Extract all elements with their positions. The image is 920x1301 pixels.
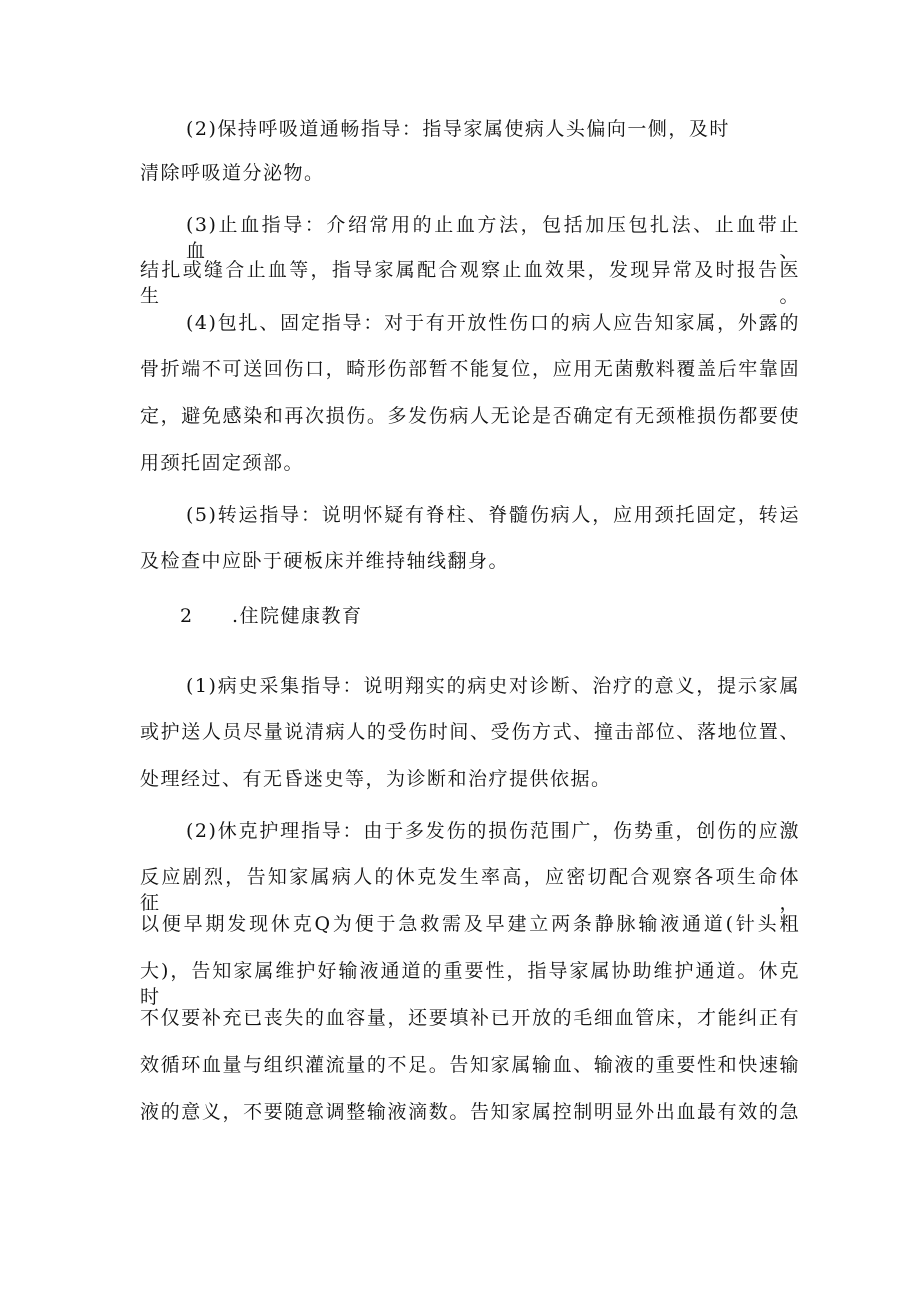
paragraph-line: 用颈托固定颈部。 [140,452,305,474]
paragraph-line: (4)包扎、固定指导：对于有开放性伤口的病人应告知家属，外露的 [186,312,800,334]
section-title: .住院健康教育 [232,605,363,627]
section-number: 2 [180,605,193,627]
paragraph-line: 大)，告知家属维护好输液通道的重要性，指导家属协助维护通道。休克时 [140,960,800,1008]
paragraph-line: 定，避免感染和再次损伤。多发伤病人无论是否确定有无颈椎损伤都要使 [140,405,800,427]
paragraph-line: 或护送人员尽量说清病人的受伤时间、受伤方式、撞击部位、落地位置、 [140,721,800,743]
paragraph-line: 骨折端不可送回伤口，畸形伤部暂不能复位，应用无菌敷料覆盖后牢靠固 [140,358,800,380]
paragraph-line: (3)止血指导：介绍常用的止血方法，包括加压包扎法、止血带止血、 [186,214,800,262]
paragraph-line: 液的意义，不要随意调整输液滴数。告知家属控制明显外出血最有效的急 [140,1101,800,1123]
paragraph-line: 效循环血量与组织灌流量的不足。告知家属输血、输液的重要性和快速输 [140,1054,800,1076]
paragraph-line: (5)转运指导：说明怀疑有脊柱、脊髓伤病人，应用颈托固定，转运 [186,504,800,526]
paragraph-line: (2)保持呼吸道通畅指导：指导家属使病人头偏向一侧，及时 [186,118,730,140]
paragraph-line: 结扎或缝合止血等，指导家属配合观察止血效果，发现异常及时报告医生。 [140,259,800,307]
paragraph-line: (1)病史采集指导：说明翔实的病史对诊断、治疗的意义，提示家属 [186,675,800,697]
paragraph-line: 以便早期发现休克Q为便于急救需及早建立两条静脉输液通道(针头粗 [140,913,800,935]
paragraph-line: 不仅要补充已丧失的血容量，还要填补已开放的毛细血管床，才能纠正有 [140,1007,800,1029]
paragraph-line: (2)休克护理指导：由于多发伤的损伤范围广，伤势重，创伤的应激 [186,820,800,842]
paragraph-line: 清除呼吸道分泌物。 [140,162,325,184]
paragraph-line: 反应剧烈，告知家属病人的休克发生率高，应密切配合观察各项生命体征， [140,866,800,914]
paragraph-line: 处理经过、有无昏迷史等，为诊断和治疗提供依据。 [140,768,612,790]
paragraph-line: 及检查中应卧于硬板床并维持轴线翻身。 [140,550,510,572]
